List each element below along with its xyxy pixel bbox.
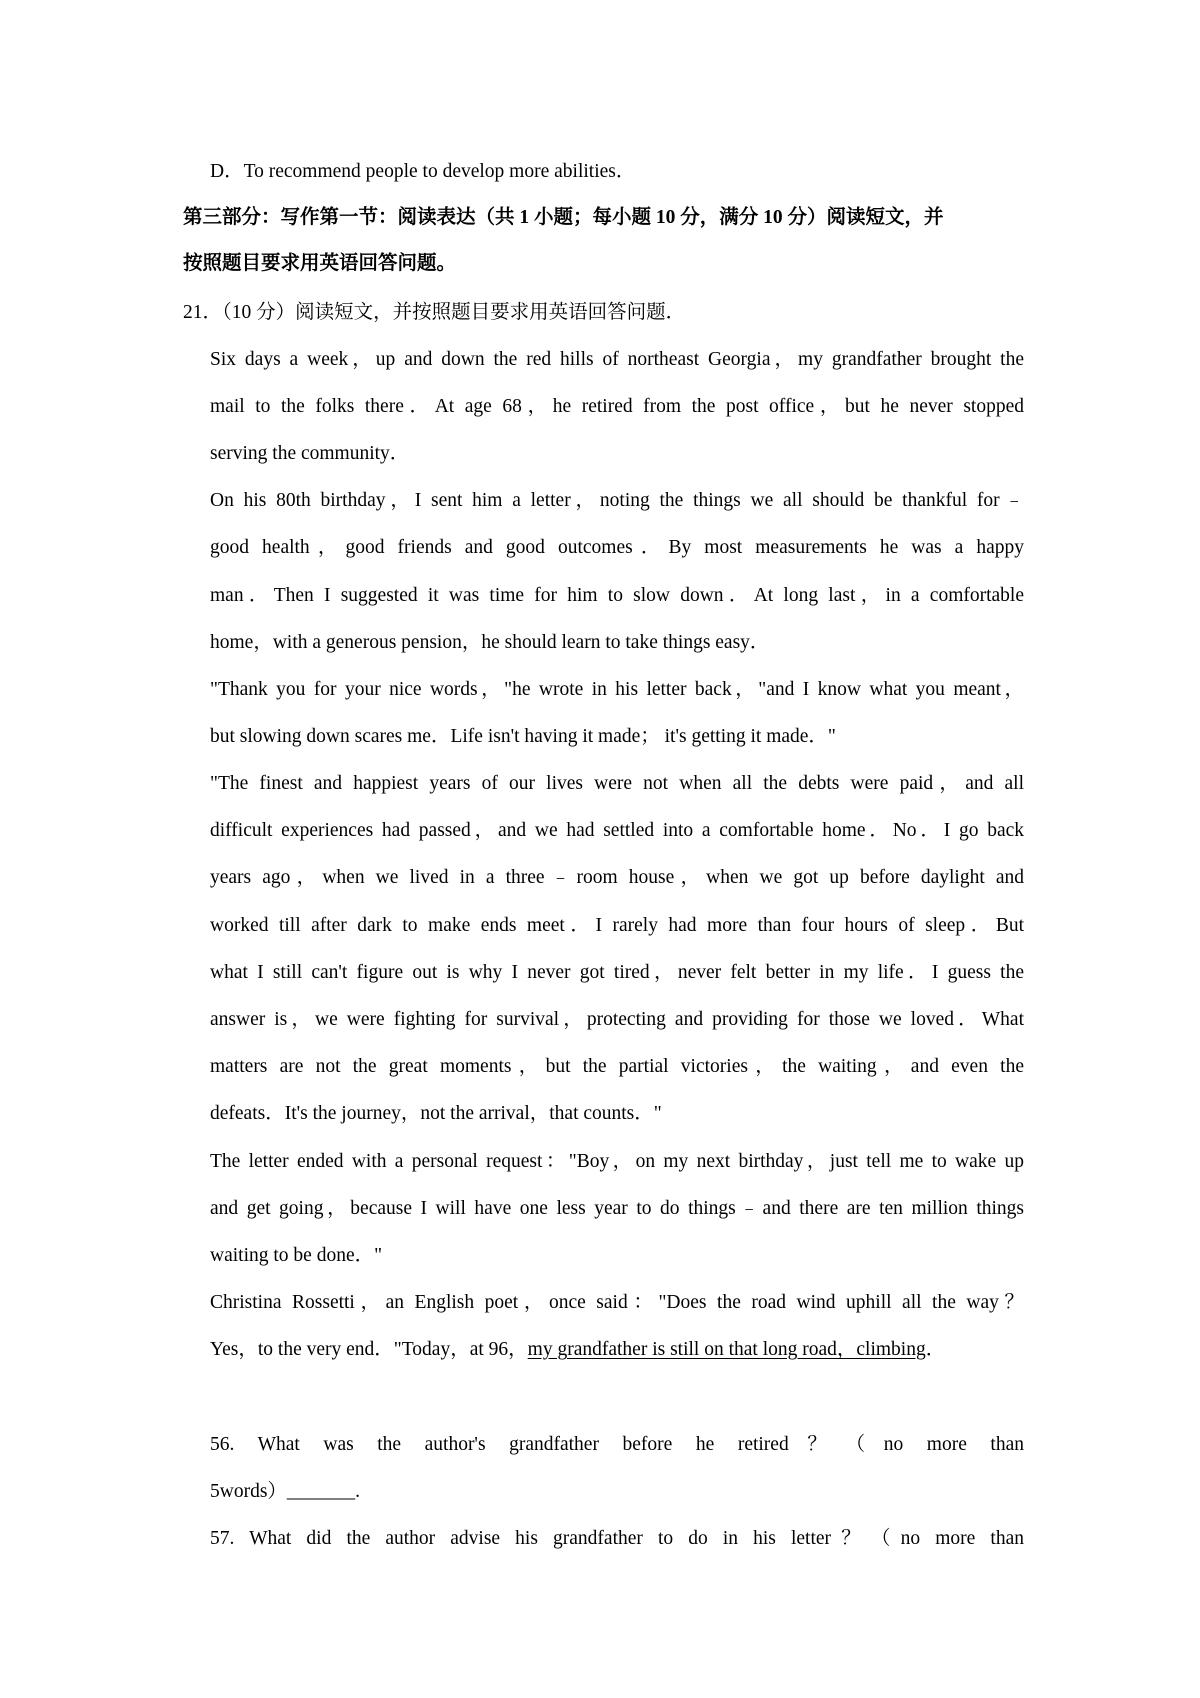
passage-last-line-prefix: Yes，to the very end．"Today，at 96， <box>210 1339 528 1360</box>
passage-line: answer is，we were fighting for survival，protecting and providing for those we loved．What <box>210 1009 1024 1030</box>
question-21-heading: 21．（10 分）阅读短文，并按照题目要求用英语回答问题． <box>183 302 686 323</box>
passage-line: "The finest and happiest years of our lives were not when all the debts were paid，and all <box>210 773 1024 794</box>
passage-line: Christina Rossetti，an English poet，once said："Does the road wind uphill all the way？ <box>210 1292 1024 1313</box>
passage-line: mail to the folks there．At age 68，he retired from the post office，but he never stopped <box>210 396 1024 417</box>
passage-line: man．Then I suggested it was time for him to slow down．At long last，in a comfortable <box>210 585 1024 606</box>
passage-line: waiting to be done．" <box>210 1245 383 1266</box>
passage-line: difficult experiences had passed，and we had settled into a comfortable home．No．I go back <box>210 820 1024 841</box>
answer-blank-56[interactable]: _______ <box>286 1481 356 1502</box>
passage-line: defeats．It's the journey，not the arrival，that counts．" <box>210 1103 662 1124</box>
passage-line: "Thank you for your nice words，"he wrote in his letter back，"and I know what you meant， <box>210 679 1024 700</box>
question-57: 57. What did the author advise his grandfather to do in his letter？（no more than <box>210 1528 1024 1549</box>
passage-line: but slowing down scares me．Life isn't having it made； it's getting it made．" <box>210 726 836 747</box>
option-d: D．To recommend people to develop more abilities． <box>210 161 636 182</box>
passage-line: serving the community． <box>210 443 410 464</box>
question-56-word-limit: 5words） <box>210 1481 287 1502</box>
passage-line: matters are not the great moments，but the partial victories，the waiting，and even the <box>210 1056 1024 1077</box>
question-56-answer-line <box>210 1480 360 1504</box>
question-56: 56. What was the author's grandfather before he retired？（no more than <box>210 1434 1024 1455</box>
passage-line: and get going，because I will have one less year to do things﹣and there are ten million things <box>210 1198 1024 1219</box>
section-header-line-2: 按照题目要求用英语回答问题。 <box>183 253 457 274</box>
passage-line: what I still can't figure out is why I never got tired，never felt better in my life．I guess the <box>210 962 1024 983</box>
passage-line: worked till after dark to make ends meet．I rarely had more than four hours of sleep．But <box>210 915 1024 936</box>
section-header-line-1: 第三部分：写作第一节：阅读表达（共 1 小题；每小题 10 分，满分 10 分）阅读短文，并 <box>183 207 944 228</box>
passage-line: The letter ended with a personal request："Boy，on my next birthday，just tell me to wake up <box>210 1151 1024 1172</box>
passage-line: years ago，when we lived in a three﹣room house，when we got up before daylight and <box>210 867 1024 888</box>
underlined-phrase: my grandfather is still on that long road，climbing <box>527 1339 926 1360</box>
passage-last-line-suffix: ． <box>925 1339 946 1360</box>
passage-line: On his 80th birthday，I sent him a letter，noting the things we all should be thankful for﹣ <box>210 490 1024 511</box>
passage-line: home，with a generous pension，he should learn to take things easy． <box>210 632 770 653</box>
question-56-period: . <box>355 1481 361 1502</box>
passage-line: Six days a week，up and down the red hills of northeast Georgia，my grandfather brought the <box>210 349 1024 370</box>
passage-line: good health，good friends and good outcomes．By most measurements he was a happy <box>210 537 1024 558</box>
passage-last-line <box>210 1338 945 1362</box>
